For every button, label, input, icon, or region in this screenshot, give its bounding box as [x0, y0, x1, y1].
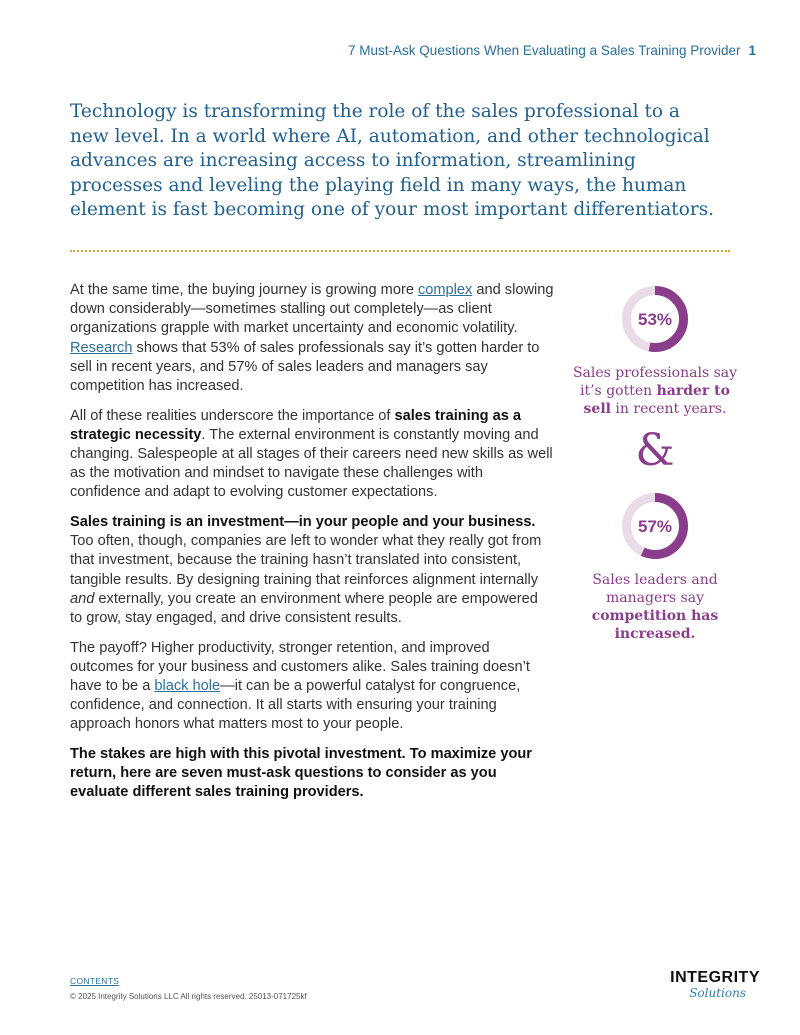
black-hole-link[interactable]: black hole: [154, 678, 221, 695]
stat-57: [570, 491, 740, 643]
paragraph-3: Sales training is an investment—in your people and your business. Too often, though, companies are left to wonder what they really got from that investment, because the training hasn’t translated into consistent, tangible results. By designing training that reinforces alignment internally and externally, you create an environment where people are empowered to grow, stay engaged, and drive consistent results.: [70, 514, 542, 627]
paragraph-5: The stakes are high with this pivotal investment. To maximize your return, here are seven must-ask questions to consider as you evaluate different sales training providers.: [70, 746, 532, 801]
donut-chart-57: [620, 491, 690, 561]
ampersand-glyph: &: [635, 425, 675, 476]
copyright-text: © 2025 Integrity Solutions LLC All rights reserved. 25013-071725kf: [70, 992, 307, 1001]
dotted-divider: [70, 250, 730, 252]
integrity-solutions-logo: [668, 970, 760, 999]
emphasis-sales-training: sales training as a strategic necessity: [70, 407, 522, 443]
stat-53: [570, 284, 740, 418]
logo-script: Solutions: [689, 986, 746, 1000]
paragraph-4: The payoff? Higher productivity, stronger retention, and improved outcomes for your business and customers alike. Sales training doesn’t have to be a black hole—it can be a powerful catalyst for congruence, confidence, and connection. It all starts with ensuring your training approach honors what matters most to your people.: [70, 639, 530, 733]
stat-caption: Sales professionals say it’s gotten harder to sell in recent years.: [572, 365, 738, 417]
main-text: [70, 281, 554, 813]
logo-wordmark: INTEGRITY: [670, 969, 760, 986]
paragraph-1: At the same time, the buying journey is growing more complex and slowing down considerably—sometimes stalling out completely—as client organizations grapple with market uncertainty and economic volatility. Research shows that 53% of sales professionals say it’s gotten harder to sell in recent years, and 57% of sales leaders and managers say competition has increased.: [70, 282, 554, 395]
contents-link[interactable]: CONTENTS: [70, 976, 120, 986]
paragraph-2: All of these realities underscore the importance of sales training as a strategic necessity. The external environment is constantly moving and changing. Salespeople at all stages of their careers need new skills as well as the motivation and mindset to navigate these challenges with confidence and adapt to evolving customer expectations.: [70, 407, 553, 501]
page-header: [348, 43, 756, 58]
emphasis-investment: Sales training is an investment—in your people and your business.: [70, 514, 536, 531]
donut-chart-53: [620, 284, 690, 354]
page-number: 1: [748, 43, 756, 58]
header-title: 7 Must-Ask Questions When Evaluating a Sales Training Provider: [348, 43, 741, 58]
stat-value: 53%: [637, 310, 673, 329]
stat-value: 57%: [637, 517, 673, 536]
complex-link[interactable]: complex: [417, 282, 473, 298]
research-link[interactable]: Research: [70, 339, 133, 356]
intro-paragraph: Technology is transforming the role of the sales professional to a new level. In a world where AI, automation, and other technological advances are increasing access to information, streamlining processes and leveling the playing field in many ways, the human element is fast becoming one of your most important differentiators.: [70, 101, 715, 220]
stat-caption: Sales leaders and managers say competition has increased.: [591, 572, 719, 642]
